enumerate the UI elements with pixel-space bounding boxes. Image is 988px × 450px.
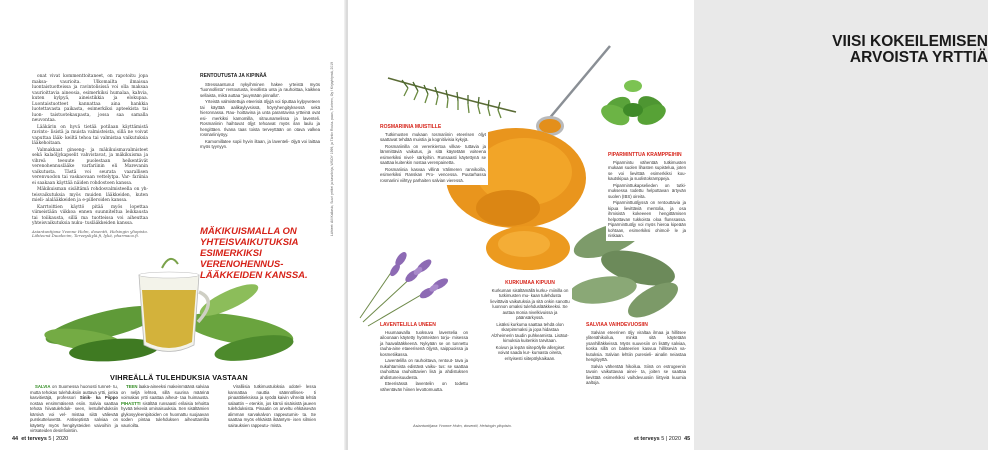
herb-heading: KURKUMAA KIPUUN (505, 280, 555, 286)
magazine-brand: et terveys (634, 436, 660, 442)
green-tea-photo (44, 240, 294, 375)
right-page (348, 0, 988, 450)
lead-keyword: PIHASTTI (121, 400, 141, 406)
paragraph: Eteerisässä laventelin on todettu vähentävän hiinen levottomuutta. (380, 381, 468, 392)
paragraph: Lisäksi kurkuma saattaa tehdä olon skarpimmaksi ja jopa hidastaa Alzheimerin taudin puhkeamista. Lisätut- kimuksia kuitenkin tarvitaan. (491, 321, 569, 343)
paragraph: Tutkimusten mukaan rosmariinin eteerisen öljyt saattavat tehdää muistia ja kognitiivisia kykyjä. (380, 131, 486, 142)
paragraph: SALVIA on Suomessa huonosti tunnet- tu, mutta tehokas tulehduksiin auttava yrtti, jonka kasvitietäjä, professori Sinik- ka Piippo nostaa ensimmäisenä esiin. Salvia saattaa tehota hiivatulehduk- seen, lentullehduksiin kärsivä voi vel- mistaa siitä välievää purskutteluvettä. Antiseptistä salviaa on käytetty myös hengitysteiden vaivoihin ja virtsateiden desinfiointiin. (30, 384, 118, 433)
paragraph: Mäkikuisman sisältämä rohdosvalmisteella on yh- teisvaikutuksia myös muiden lääkkeiden, kuten mieli- alalääkkeiden ja e-pilleroiden kanssa. (32, 187, 148, 203)
herb-heading: LAVENTELILLA UNEEN (380, 322, 436, 328)
paragraph: Rosmariinilla on verenkiertoa vilkas- tuttavia ja lämmittäviä vaikutus, ja sitä käytetään voiteena esimerkiksi nivel- särkyihin. Runsaasti käytettynä se saattaa kuitenkin nostaa verenpainetta. (380, 143, 486, 165)
paragraph: Stressaantunut nykyihminen hakee yrteistä myös "luonnollista" rentoutusta, levollista unta ja rauhoittaa, kaikkea sellaista, mikä auttaa "juuymään pinnalla". (200, 81, 320, 98)
herb-heading: ROSMARIINIA MUISTILLE (380, 124, 442, 130)
herb-box-piparminttu (606, 152, 688, 241)
paragraph: TEEN laaka-aineeksi makeinmäänä salviaa on neljä lehteä, sillä suurina määrinä voimakas yrtti saattaa aiheut- taa huimausta. PIHASTTI sisältää runsaasti erilaisia tehoitta hyvää tekeviä ominaisuuksia. Sen sisältämien glykosyyleenipitoiden on huomattu suojaavan soden pintaa tulehduksen aiheuttamilta vaurioilta. (121, 384, 209, 428)
paragraph: Kamomillatee sopii hyvin iltaan, ja laventeli- öljyä voi laittaa myös tyynyyn. (200, 138, 320, 149)
lead-keyword: Sinik- ka Piippo (79, 395, 118, 400)
bottom-column-b (121, 384, 209, 432)
herb-box-laventeli (378, 322, 470, 394)
herb-box-rosmariini (378, 124, 488, 185)
bottom-column-a (30, 384, 118, 432)
paragraph: Piparminttuöljyssä on rentouttavia ja kipua lievittäviä mentolia, ja osa ihmisistä kokeeeen hengittämisen helpottavan tukkoista oloa flunssassa. Piparminttuöljy voi myös hieroa kipeään kohtaan, esimerkiksi ohimoil- le ja niskaan. (608, 200, 686, 238)
issue-number: 5 | 2020 (48, 436, 69, 442)
paragraph: Koivun ja lepän siitepölylle allergiset voivat saada kur- kumasta oireita, erityisesti siitepölykaikaan. (495, 344, 565, 361)
left-column-1 (32, 74, 148, 239)
paragraph: Huumaavalla tuoksuva laventelia on ailoonaan käytetty hyönteisten torju- misessa ja haavalääkkeenä. Nykyään se on tunnettu rauha-aine etaeerisenä öljynä, saippuoissa ja kosmetiikassa. (380, 329, 468, 357)
magazine-brand: et terveys (21, 436, 47, 442)
paragraph: Laventelilla on rauhoittava, rentout- tava ja nukahtamista edistävä vaiku- tus: se saattaa rauhoittaa rauhoittavien lisä ja ahdistuksen ahdistuneisuudesta. (380, 358, 468, 380)
paragraph: Kurkuman sisältämällä kurku- miinilla on tutkimusten mu- kaan tulehdusta lievittäviä vaikutuksia ja sitä onkin sanottu luonnon omaksi tulehduslääkkeeksi. Se auttaa monia nivelkivuissa ja päänsärkyssä. (490, 287, 570, 320)
page-title: VIISI KOKEILEMISEN ARVOISTA YRTTIÄ (832, 33, 988, 66)
paragraph: Salvian eteerinen öljy viraltaa ilmaa ja hillitsee ylitenähikoilua, minkä sitä käytetään ysanhilläkkeissä. Myös suuvesiin on lisätty salviaa, koska sillä on bakteerien kasvua hillitseviä va- kutuksia. Salvian lehtiin puresieli- ainalin neiastaa hengityyttä. (586, 329, 686, 362)
paragraph: onat vivat kommenttoitaneet, on rapotoitu jopa maksa- vaurioita. Ulkomailta ilmaisua luontaistuotteissa ja ravintolisissä voi olla maksaa vaurioittavia aineosia, esimerkiksi humalaa, kahvia, kuten kylpyä, aineistikkia ja elokupaa. Luontaistuotteet kannattaa aina hankkia luotettavasta paikasta, esimerkiksi apteekista tai luon- taistuotekaupasta, jossa saa samalla neuvontaa. (32, 74, 148, 123)
vertical-credit: Lähteet: Aili Kallasio, Suuri yrttitei ja kasvikirja, WSOY 1999, ja Tärkin Routa- paan, Tunteen, Oy / Kirjayhtymä, 2019 (330, 61, 334, 236)
herb-heading: PIPARMINTTUA KRAMPPEIHIN (608, 152, 682, 158)
left-page (0, 0, 346, 450)
tea-caption: VIHREÄLLÄ TULEHDUKSIA VASTAAN (110, 373, 248, 382)
paragraph: Piparminttukapselieden on tutki- muksessa todettu helpottavan ärtyvän suolen (IBS) oireita. (608, 182, 686, 199)
lead-keyword: TEEN (126, 384, 138, 389)
paragraph: Salvia vähentää hikoilua. Siinä on estrogeenin tavoin vaikuttavaa ainei- ta, joiten se saattaa lievittää esimerkiksi vaihdevuosiin liittyviä kuumia aaltoja. (586, 363, 686, 385)
herb-heading: SALVIAA VAIHDEVUOSIIN (586, 322, 648, 328)
paragraph: Viralliisia tutkimustuloksia odotel- lessa kannattaa nauttia säännöllises- ti pinaattitieksissa ja syödä kaivin vihreitä lehtiä salaattin – etenkin, jos kärsii sisäisistä jaueen tulehduksista. Pinaatin on arveltu ehkäisevän alimman sarvakalvon rappeutumis- ta. Se saattaa myös ehkäistä ikääntym- isen silmien sairauksien rappeutu- mista. (228, 384, 316, 428)
page-number: 45 (684, 436, 691, 442)
paragraph: Valmakkaat ginseng- ja mäkikuismavalmisteet sekä kalaöljykapselit vahvistavat, ja mäkikuisma ja vihreä teeuute puolestaan heikentävät verenohennuslääke varfariinin eli Marevanin vaikutusta. Tästä voi seurata vaarallisen verenvuodon tai vaskaovaan vettelytpa. Var- fariinia ei saakaan käyttää näiden rohdostoen kanssa. (32, 147, 148, 186)
paragraph: Rosmariinia kasvaa villinä Välimeren rannikoilla, esimerkiksi Ranskan Pro- vencessa. Puutarhassa rosmariini viihtyy parhaiten salvian vieressä. (380, 166, 486, 183)
paragraph: Lääkärin on hyvä tietää potilaan käyttämistä ravinto- lisistä ja muista valmisteista, sillä ne voivat vaputtaa lääk- keiltä tehoa tai valmistaa vaikutuksia lääkehoitaan. (32, 124, 148, 146)
paragraph: Piparmintu vähentää tutkimusten mukaan suolen lihasten supistelua, joten se voi lievittää esimerkiksi kou- kautskipua ja suolistokramppeja. (608, 159, 686, 181)
left-column-2 (200, 74, 320, 184)
page-folio-right (634, 436, 690, 442)
paragraph: Karrtoittien käyttö pitää myös lopettaa viimeistään viikkoa ennen suunniteltua leikkausta tai toiikausta, sillä ma tuotteissa voi aiheuttaa yhteisvaikutuksia nuku- tuslääkkeiden kanssa. (32, 204, 148, 226)
lead-keyword: SALVIA (35, 384, 51, 389)
tea-illustration (44, 240, 294, 375)
issue-number: 5 | 2020 (661, 436, 681, 442)
bottom-column-c (228, 384, 316, 432)
paragraph: Yrteistä valmistettuja eteerisiä öljyjä voi tiputtaa kylpyveteen tai käyttää aalikaylyvsissä, höyryhengityksessä sekä hieronnassa. Rau- hoittavina ja unta parantavina yrtteinä ovat esi- merkiksi kamomilla, sitruunamelissa ja laventeli. Rosmariinin haihtuvat öljyt tehoavat myös ilan laulu ja hengittäen. Ilvana taas toista terveyttään on otava valkea rosmariiniyöyy. (200, 99, 320, 137)
herb-box-salvia (584, 322, 688, 388)
source-note: Asiantuntijana Yvonne Holm, dosentti, Helsingin yliopisto. (413, 423, 512, 428)
page-number: 44 (12, 436, 19, 442)
section-heading: RENTOUTUSTA JA KIPINÄÄ (200, 73, 267, 79)
page-folio-left (12, 436, 68, 442)
pull-quote: MÄKIKUISMALLA ON YHTEISVAIKUTUKSIA ESIMERKIKSI VERENOHENNUS- LÄÄKKEIDEN KANSSA. (200, 226, 308, 281)
source-note: Asiantuntijana Yvonne Holm, dosentti, Helsingin yliopisto. Lähteenä Duodecim, Terveyskylä.fi, lykä, pharmaca.fi. (32, 228, 148, 239)
herb-box-kurkuma (488, 280, 572, 363)
